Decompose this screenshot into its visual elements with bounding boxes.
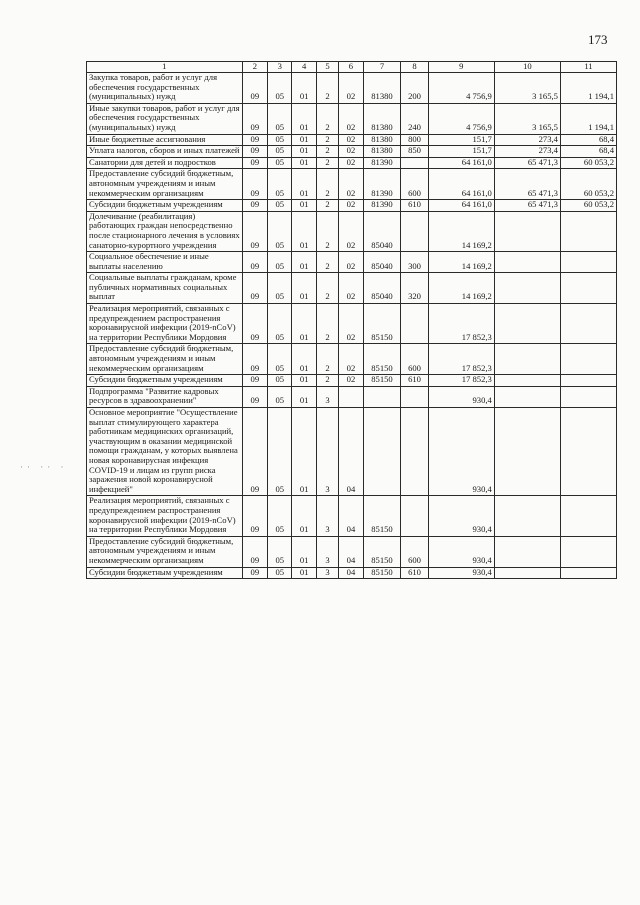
code-cell <box>363 408 401 496</box>
code-cell: 04 <box>339 496 363 536</box>
code-cell: 05 <box>268 200 292 212</box>
col-header: 9 <box>428 62 494 73</box>
code-cell: 05 <box>268 375 292 387</box>
code-cell: 09 <box>242 252 267 273</box>
amount-cell <box>560 252 616 273</box>
amount-cell: 60 053,2 <box>560 200 616 212</box>
row-name: Предоставление субсидий бюджетным, автономным учреждениям и иным некоммерческим организациям <box>87 536 243 567</box>
code-cell: 01 <box>292 304 316 344</box>
code-cell: 2 <box>316 375 338 387</box>
code-cell: 02 <box>339 146 363 158</box>
code-cell: 09 <box>242 103 267 134</box>
code-cell: 09 <box>242 157 267 169</box>
code-cell: 05 <box>268 567 292 579</box>
code-cell: 3 <box>316 536 338 567</box>
table-row <box>87 73 617 104</box>
code-cell: 2 <box>316 304 338 344</box>
code-cell: 01 <box>292 536 316 567</box>
code-cell: 01 <box>292 386 316 407</box>
code-cell: 85150 <box>363 496 401 536</box>
amount-cell <box>494 567 560 579</box>
row-name: Подпрограмма "Развитие кадровых ресурсов в здравоохранении" <box>87 386 243 407</box>
code-cell: 85040 <box>363 273 401 304</box>
code-cell: 85150 <box>363 304 401 344</box>
code-cell: 05 <box>268 496 292 536</box>
amount-cell: 64 161,0 <box>428 169 494 200</box>
code-cell: 02 <box>339 73 363 104</box>
row-name: Социальное обеспечение и иные выплаты населению <box>87 252 243 273</box>
code-cell: 81390 <box>363 157 401 169</box>
amount-cell: 64 161,0 <box>428 157 494 169</box>
amount-cell <box>560 344 616 375</box>
amount-cell: 65 471,3 <box>494 157 560 169</box>
code-cell: 05 <box>268 536 292 567</box>
row-name: Основное мероприятие "Осуществление выплат стимулирующего характера работникам медицинских организаций, участвующим в оказании медицинской помощи гражданам, у которых выявлена новая коронавирусная инфекция COVID-19 и лицам из групп риска заражения новой коронавирусной инфекцией" <box>87 408 243 496</box>
code-cell: 05 <box>268 169 292 200</box>
code-cell: 610 <box>401 200 428 212</box>
amount-cell <box>560 496 616 536</box>
code-cell <box>401 496 428 536</box>
code-cell: 85150 <box>363 567 401 579</box>
code-cell: 85150 <box>363 536 401 567</box>
amount-cell <box>560 386 616 407</box>
code-cell: 05 <box>268 344 292 375</box>
code-cell: 3 <box>316 386 338 407</box>
code-cell: 09 <box>242 386 267 407</box>
code-cell: 09 <box>242 567 267 579</box>
code-cell: 05 <box>268 73 292 104</box>
amount-cell: 17 852,3 <box>428 375 494 387</box>
amount-cell <box>494 344 560 375</box>
col-header: 4 <box>292 62 316 73</box>
code-cell: 02 <box>339 375 363 387</box>
col-header: 11 <box>560 62 616 73</box>
code-cell: 04 <box>339 536 363 567</box>
code-cell: 09 <box>242 73 267 104</box>
code-cell: 600 <box>401 169 428 200</box>
code-cell: 85150 <box>363 375 401 387</box>
col-header: 7 <box>363 62 401 73</box>
code-cell: 81380 <box>363 134 401 146</box>
code-cell: 05 <box>268 386 292 407</box>
code-cell: 01 <box>292 408 316 496</box>
amount-cell: 930,4 <box>428 567 494 579</box>
code-cell: 02 <box>339 273 363 304</box>
col-header: 10 <box>494 62 560 73</box>
amount-cell: 14 169,2 <box>428 273 494 304</box>
code-cell <box>339 386 363 407</box>
row-name: Закупка товаров, работ и услуг для обеспечения государственных (муниципальных) нужд <box>87 73 243 104</box>
col-header: 3 <box>268 62 292 73</box>
header-row <box>87 62 617 73</box>
code-cell: 01 <box>292 211 316 251</box>
amount-cell <box>494 252 560 273</box>
col-header: 5 <box>316 62 338 73</box>
page-number: 173 <box>588 32 608 47</box>
code-cell: 04 <box>339 408 363 496</box>
code-cell: 2 <box>316 169 338 200</box>
code-cell: 2 <box>316 200 338 212</box>
table-row <box>87 496 617 536</box>
code-cell: 09 <box>242 375 267 387</box>
table-row <box>87 157 617 169</box>
amount-cell: 60 053,2 <box>560 169 616 200</box>
code-cell: 320 <box>401 273 428 304</box>
code-cell: 3 <box>316 408 338 496</box>
table-row <box>87 536 617 567</box>
amount-cell: 4 756,9 <box>428 103 494 134</box>
amount-cell <box>560 304 616 344</box>
amount-cell <box>494 375 560 387</box>
table-row <box>87 408 617 496</box>
code-cell: 01 <box>292 134 316 146</box>
code-cell: 81390 <box>363 200 401 212</box>
row-name: Социальные выплаты гражданам, кроме публичных нормативных социальных выплат <box>87 273 243 304</box>
row-name: Предоставление субсидий бюджетным, автономным учреждениям и иным некоммерческим организациям <box>87 169 243 200</box>
code-cell: 01 <box>292 567 316 579</box>
code-cell: 600 <box>401 536 428 567</box>
amount-cell <box>494 408 560 496</box>
code-cell <box>363 386 401 407</box>
code-cell: 600 <box>401 344 428 375</box>
code-cell: 01 <box>292 157 316 169</box>
row-name: Санатории для детей и подростков <box>87 157 243 169</box>
code-cell: 81390 <box>363 169 401 200</box>
code-cell: 09 <box>242 304 267 344</box>
amount-cell: 60 053,2 <box>560 157 616 169</box>
amount-cell: 64 161,0 <box>428 200 494 212</box>
code-cell: 01 <box>292 73 316 104</box>
row-name: Субсидии бюджетным учреждениям <box>87 200 243 212</box>
code-cell <box>401 386 428 407</box>
code-cell: 09 <box>242 273 267 304</box>
table-row <box>87 134 617 146</box>
amount-cell: 65 471,3 <box>494 200 560 212</box>
row-name: Иные бюджетные ассигнования <box>87 134 243 146</box>
code-cell: 02 <box>339 344 363 375</box>
code-cell <box>401 408 428 496</box>
code-cell: 610 <box>401 375 428 387</box>
amount-cell <box>560 375 616 387</box>
code-cell: 09 <box>242 211 267 251</box>
code-cell: 81380 <box>363 146 401 158</box>
amount-cell <box>494 211 560 251</box>
table-row <box>87 304 617 344</box>
table-row <box>87 103 617 134</box>
code-cell: 01 <box>292 200 316 212</box>
code-cell: 2 <box>316 252 338 273</box>
code-cell: 04 <box>339 567 363 579</box>
table-row <box>87 252 617 273</box>
table-row <box>87 567 617 579</box>
code-cell: 2 <box>316 344 338 375</box>
budget-table <box>86 61 617 579</box>
amount-cell: 930,4 <box>428 408 494 496</box>
amount-cell <box>560 536 616 567</box>
amount-cell: 273,4 <box>494 134 560 146</box>
code-cell: 850 <box>401 146 428 158</box>
table-row <box>87 273 617 304</box>
code-cell: 02 <box>339 103 363 134</box>
code-cell: 09 <box>242 496 267 536</box>
row-name: Реализация мероприятий, связанных с предупреждением распространения коронавирусной инфекции (2019-nCoV) на территории Республики Мордовия <box>87 304 243 344</box>
code-cell: 2 <box>316 157 338 169</box>
code-cell: 05 <box>268 252 292 273</box>
amount-cell: 68,4 <box>560 146 616 158</box>
amount-cell <box>494 496 560 536</box>
code-cell: 01 <box>292 344 316 375</box>
amount-cell <box>560 567 616 579</box>
row-name: Иные закупки товаров, работ и услуг для обеспечения государственных (муниципальных) нужд <box>87 103 243 134</box>
amount-cell: 14 169,2 <box>428 252 494 273</box>
code-cell: 81380 <box>363 103 401 134</box>
amount-cell: 930,4 <box>428 536 494 567</box>
table-row <box>87 146 617 158</box>
code-cell: 05 <box>268 157 292 169</box>
code-cell: 05 <box>268 211 292 251</box>
col-header: 1 <box>87 62 243 73</box>
code-cell: 2 <box>316 73 338 104</box>
code-cell: 09 <box>242 146 267 158</box>
code-cell: 02 <box>339 200 363 212</box>
row-name: Субсидии бюджетным учреждениям <box>87 375 243 387</box>
code-cell: 02 <box>339 157 363 169</box>
code-cell: 09 <box>242 169 267 200</box>
code-cell: 2 <box>316 146 338 158</box>
code-cell <box>401 211 428 251</box>
amount-cell <box>494 386 560 407</box>
amount-cell: 3 165,5 <box>494 103 560 134</box>
code-cell: 2 <box>316 211 338 251</box>
code-cell: 85040 <box>363 211 401 251</box>
amount-cell: 930,4 <box>428 496 494 536</box>
code-cell: 2 <box>316 273 338 304</box>
col-header: 2 <box>242 62 267 73</box>
amount-cell: 1 194,1 <box>560 103 616 134</box>
code-cell: 01 <box>292 273 316 304</box>
code-cell: 09 <box>242 408 267 496</box>
amount-cell: 273,4 <box>494 146 560 158</box>
code-cell: 02 <box>339 252 363 273</box>
amount-cell: 68,4 <box>560 134 616 146</box>
code-cell: 81380 <box>363 73 401 104</box>
amount-cell: 65 471,3 <box>494 169 560 200</box>
table-row <box>87 169 617 200</box>
row-name: Долечивание (реабилитация) работающих граждан непосредственно после стационарного лечения в условиях санаторно-курортного учреждения <box>87 211 243 251</box>
col-header: 8 <box>401 62 428 73</box>
amount-cell: 14 169,2 <box>428 211 494 251</box>
code-cell: 3 <box>316 496 338 536</box>
code-cell: 05 <box>268 134 292 146</box>
code-cell: 09 <box>242 200 267 212</box>
col-header: 6 <box>339 62 363 73</box>
code-cell: 3 <box>316 567 338 579</box>
code-cell: 01 <box>292 169 316 200</box>
code-cell: 85040 <box>363 252 401 273</box>
code-cell: 300 <box>401 252 428 273</box>
code-cell: 09 <box>242 134 267 146</box>
code-cell: 01 <box>292 252 316 273</box>
code-cell: 05 <box>268 408 292 496</box>
amount-cell <box>494 536 560 567</box>
row-name: Уплата налогов, сборов и иных платежей <box>87 146 243 158</box>
row-name: Предоставление субсидий бюджетным, автономным учреждениям и иным некоммерческим организациям <box>87 344 243 375</box>
code-cell: 09 <box>242 344 267 375</box>
code-cell: 05 <box>268 273 292 304</box>
table-row <box>87 386 617 407</box>
code-cell: 05 <box>268 146 292 158</box>
code-cell: 01 <box>292 496 316 536</box>
row-name: Реализация мероприятий, связанных с предупреждением распространения коронавирусной инфекции (2019-nCoV) на территории Республики Мордовия <box>87 496 243 536</box>
amount-cell: 4 756,9 <box>428 73 494 104</box>
code-cell: 85150 <box>363 344 401 375</box>
row-name: Субсидии бюджетным учреждениям <box>87 567 243 579</box>
amount-cell: 1 194,1 <box>560 73 616 104</box>
code-cell: 240 <box>401 103 428 134</box>
code-cell: 01 <box>292 375 316 387</box>
table-row <box>87 375 617 387</box>
code-cell <box>401 304 428 344</box>
code-cell: 01 <box>292 146 316 158</box>
code-cell <box>401 157 428 169</box>
code-cell: 02 <box>339 169 363 200</box>
code-cell: 09 <box>242 536 267 567</box>
code-cell: 02 <box>339 211 363 251</box>
amount-cell: 151,7 <box>428 146 494 158</box>
amount-cell: 151,7 <box>428 134 494 146</box>
amount-cell <box>560 211 616 251</box>
code-cell: 01 <box>292 103 316 134</box>
amount-cell <box>494 273 560 304</box>
code-cell: 02 <box>339 134 363 146</box>
code-cell: 02 <box>339 304 363 344</box>
amount-cell: 17 852,3 <box>428 304 494 344</box>
code-cell: 200 <box>401 73 428 104</box>
amount-cell: 17 852,3 <box>428 344 494 375</box>
code-cell: 800 <box>401 134 428 146</box>
code-cell: 05 <box>268 103 292 134</box>
table-row <box>87 211 617 251</box>
code-cell: 2 <box>316 103 338 134</box>
code-cell: 05 <box>268 304 292 344</box>
scan-artifact: ·· ·· · <box>20 462 68 472</box>
amount-cell: 930,4 <box>428 386 494 407</box>
amount-cell <box>560 408 616 496</box>
table-row <box>87 344 617 375</box>
code-cell: 2 <box>316 134 338 146</box>
amount-cell <box>560 273 616 304</box>
amount-cell <box>494 304 560 344</box>
table-row <box>87 200 617 212</box>
amount-cell: 3 165,5 <box>494 73 560 104</box>
code-cell: 610 <box>401 567 428 579</box>
